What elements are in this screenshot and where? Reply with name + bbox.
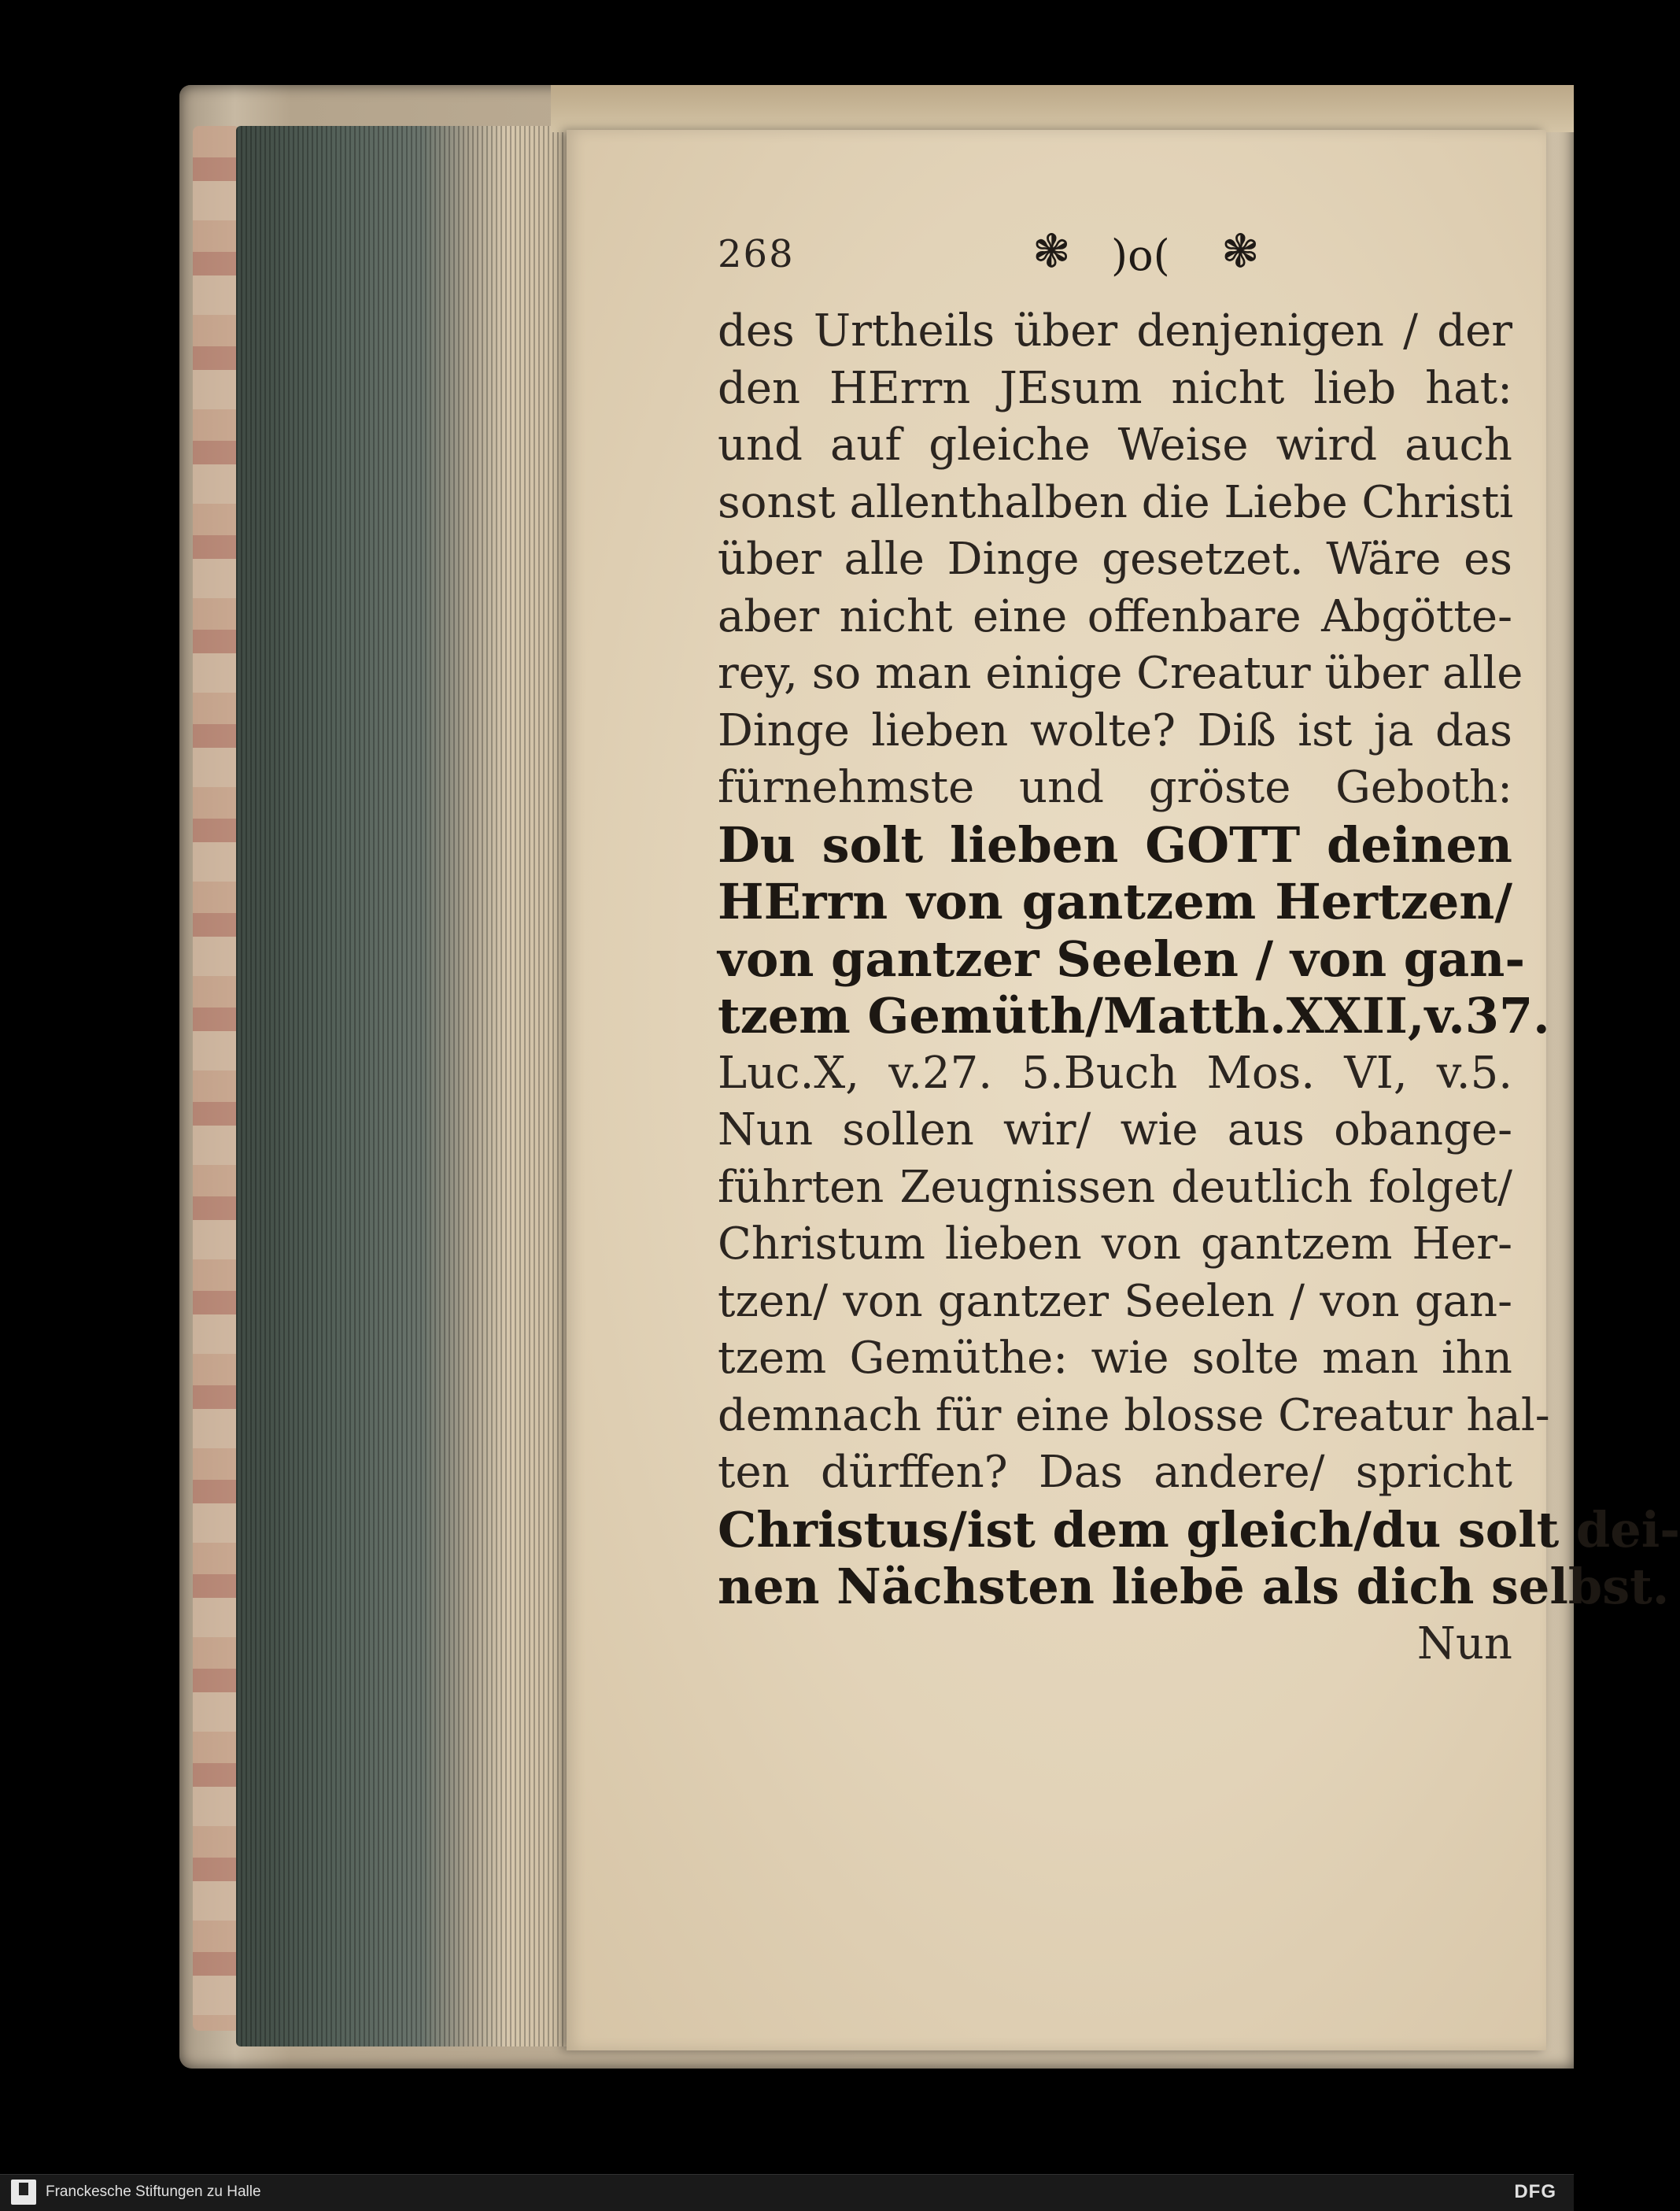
text-line: ten dürffen? Das andere/ spricht — [718, 1447, 1512, 1498]
text-line: Christum lieben von gantzem Her- — [718, 1218, 1512, 1270]
ornament-right-icon: ❃ — [1221, 224, 1260, 278]
text-line: demnach für eine blosse Creatur hal- — [718, 1389, 1550, 1441]
header-mark: )o( — [1111, 231, 1170, 280]
ornament-left-icon: ❃ — [1032, 224, 1071, 278]
page-edges — [236, 126, 574, 2046]
text-line-emphasis: HErrn von gantzem Hertzen/ — [718, 873, 1512, 930]
text-line: aber nicht eine offenbare Abgötte- — [718, 590, 1512, 642]
text-line: führten Zeugnissen deutlich folget/ — [718, 1161, 1512, 1213]
text-line: den HErrn JEsum nicht lieb hat: — [718, 362, 1512, 414]
text-line: über alle Dinge gesetzet. Wäre es — [718, 534, 1512, 585]
text-line: und auf gleiche Weise wird auch — [718, 420, 1512, 471]
text-line: fürnehmste und gröste Geboth: — [718, 762, 1512, 813]
text-line: Dinge lieben wolte? Diß ist ja das — [718, 704, 1512, 756]
text-line: Luc.X, v.27. 5.Buch Mos. VI, v.5. — [718, 1047, 1512, 1099]
text-line: Nun sollen wir/ wie aus obange- — [718, 1104, 1512, 1155]
text-line: tzen/ von gantzer Seelen / von gan- — [718, 1275, 1512, 1327]
page-text — [718, 303, 1680, 1673]
text-line-emphasis: nen Nächsten liebē als dich selbst. — [718, 1558, 1670, 1615]
text-line-emphasis: Christus/ist dem gleich/du solt dei- — [718, 1500, 1680, 1558]
page-header — [718, 224, 1512, 287]
dfg-brand: DFG — [1514, 2181, 1556, 2202]
book-spine — [193, 126, 240, 2031]
institution-logo-icon — [11, 2180, 36, 2205]
text-line: sonst allenthalben die Liebe Christi — [718, 476, 1514, 528]
catchword: Nun — [1416, 1618, 1512, 1669]
viewer-footer — [0, 2174, 1574, 2211]
page-number: 268 — [718, 232, 795, 276]
text-line-emphasis: Du solt lieben GOTT deinen — [718, 815, 1512, 874]
text-line-emphasis: tzem Gemüth/Matth.XXII,v.37. — [718, 987, 1550, 1044]
book-top-edge — [551, 85, 1574, 132]
text-line-emphasis: von gantzer Seelen / von gan- — [718, 930, 1526, 988]
text-line: tzem Gemüthe: wie solte man ihn — [718, 1333, 1512, 1384]
institution-name: Franckesche Stiftungen zu Halle — [46, 2183, 261, 2200]
text-line: rey, so man einige Creatur über alle — [718, 648, 1523, 699]
text-line: des Urtheils über denjenigen / der — [718, 305, 1512, 357]
